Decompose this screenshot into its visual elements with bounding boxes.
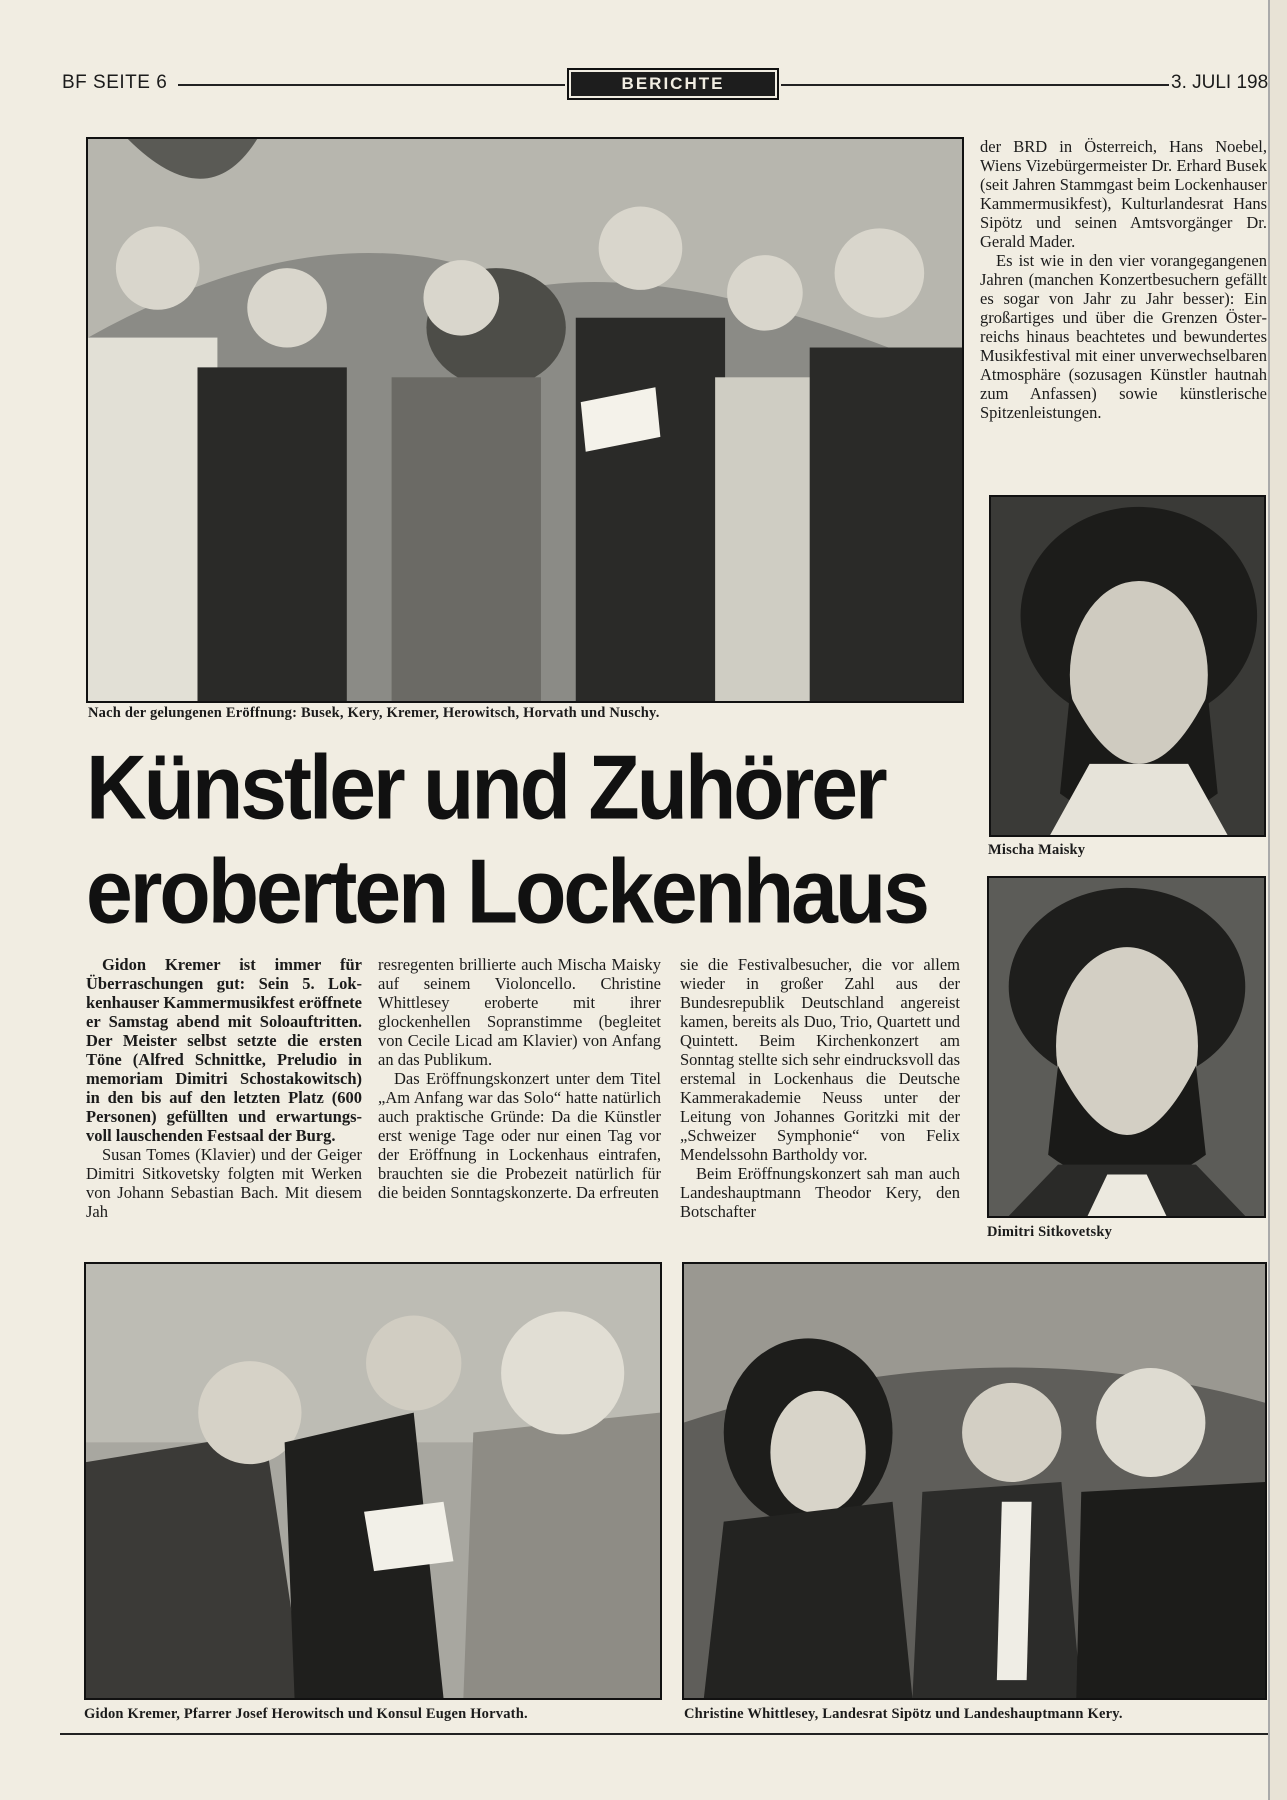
article-column-2 xyxy=(378,955,661,1202)
group-photo-caption: Nach der gelungenen Eröffnung: Busek, Kery, Kremer, Herowitsch, Horvath und Nuschy. xyxy=(88,705,660,721)
page-edge xyxy=(1268,0,1287,1800)
article-column-1 xyxy=(86,955,362,1221)
article-paragraph: sie die Festivalbesucher, die vor allem wieder in großer Zahl aus der Bundesrepublik Deutschland angereist kamen, bereits als Duo, Trio, Quartett und Quintett. Beim Kirchenkonzert am Sonntag stellte sich sehr eindrucksvoll das erstemal in Lockenhaus die Deutsche Kammerakademie Neuss unter der Leitung von Johannes Goritzki mit der „Schweizer Symphonie“ von Felix Mendelssohn Bartholdy vor. xyxy=(680,955,960,1164)
headline-line-1: Künstler und Zuhörer xyxy=(86,736,885,839)
kremer-photo xyxy=(84,1262,662,1700)
article-column-3 xyxy=(680,955,960,1221)
sitkovetsky-caption: Dimitri Sitkovetsky xyxy=(987,1224,1113,1240)
whittlesey-photo-caption: Christine Whittlesey, Landesrat Sipötz und Landeshauptmann Kery. xyxy=(684,1706,1123,1722)
group-photo xyxy=(86,137,964,703)
issue-date: 3. JULI 198 xyxy=(1171,72,1269,93)
whittlesey-photo xyxy=(682,1262,1267,1700)
header-rule-left xyxy=(178,84,565,86)
header-rule-right xyxy=(781,84,1169,86)
article-paragraph: Beim Eröffnungskonzert sah man auch Landeshauptmann Theodor Kery, den Botschafter xyxy=(680,1164,960,1221)
article-column-4 xyxy=(980,137,1267,422)
article-paragraph: Das Eröffnungskonzert unter dem Titel „Am Anfang war das Solo“ hatte natürlich auch praktische Gründe: Da die Künstler erst wenige Tage oder nur einen Tag vor der Eröffnung in Lockenhaus eintrafen, brauchten sie die Probezeit natürlich für die beiden Sonntagskonzerte. Da erfreuten xyxy=(378,1069,661,1202)
section-badge xyxy=(567,68,779,100)
article-paragraph: Susan Tomes (Klavier) und der Geiger Dimitri Sitkovetsky folgten mit Werken von Johann Sebastian Bach. Mit diesem Jah xyxy=(86,1145,362,1221)
bottom-rule xyxy=(60,1733,1268,1735)
maisky-portrait xyxy=(989,495,1266,837)
sitkovetsky-portrait xyxy=(987,876,1266,1218)
article-paragraph: resregenten brillierte auch Mischa Maisky auf seinem Violoncello. Christine Whittlesey eroberte mit ihrer glockenhellen Sopranstimme (begleitet von Cecile Licad am Klavier) von Anfang an das Publikum. xyxy=(378,955,661,1069)
article-lead: Gidon Kremer ist immer für Überraschungen gut: Sein 5. Lokkenhauser Kammermusikfest eröffnete er Samstag abend mit Soloauftritten. Der Meister selbst setzte die ersten Töne (Alfred Schnittke, Preludio in memoriam Dimitri Schostakowitsch) in den bis auf den letzten Platz (600 Personen) gefüllten und erwartungsvoll lauschenden Festsaal der Burg. xyxy=(86,955,362,1145)
maisky-caption: Mischa Maisky xyxy=(988,842,1086,858)
page-number: BF SEITE 6 xyxy=(62,72,168,93)
article-paragraph: Es ist wie in den vier vorangegangenen Jahren (manchen Konzertbesuchern gefällt es sogar von Jahr zu Jahr besser): Ein großartiges und über die Grenzen Österreichs hinaus beachtetes und bewundertes Musikfestival mit einer unverwechselbaren Atmosphäre (sozusagen Künstler hautnah zum Anfassen) sowie künstlerische Spitzenleistungen. xyxy=(980,251,1267,422)
article-paragraph: der BRD in Österreich, Hans Noebel, Wiens Vizebürgermeister Dr. Erhard Busek (seit Jahren Stammgast beim Lockenhauser Kammermusikfest), Kulturlandesrat Hans Sipötz und seinen Amtsvorgänger Dr. Gerald Mader. xyxy=(980,137,1267,251)
kremer-photo-caption: Gidon Kremer, Pfarrer Josef Herowitsch und Konsul Eugen Horvath. xyxy=(84,1706,528,1722)
section-label: BERICHTE xyxy=(571,72,775,96)
headline-line-2: eroberten Lockenhaus xyxy=(86,840,927,943)
